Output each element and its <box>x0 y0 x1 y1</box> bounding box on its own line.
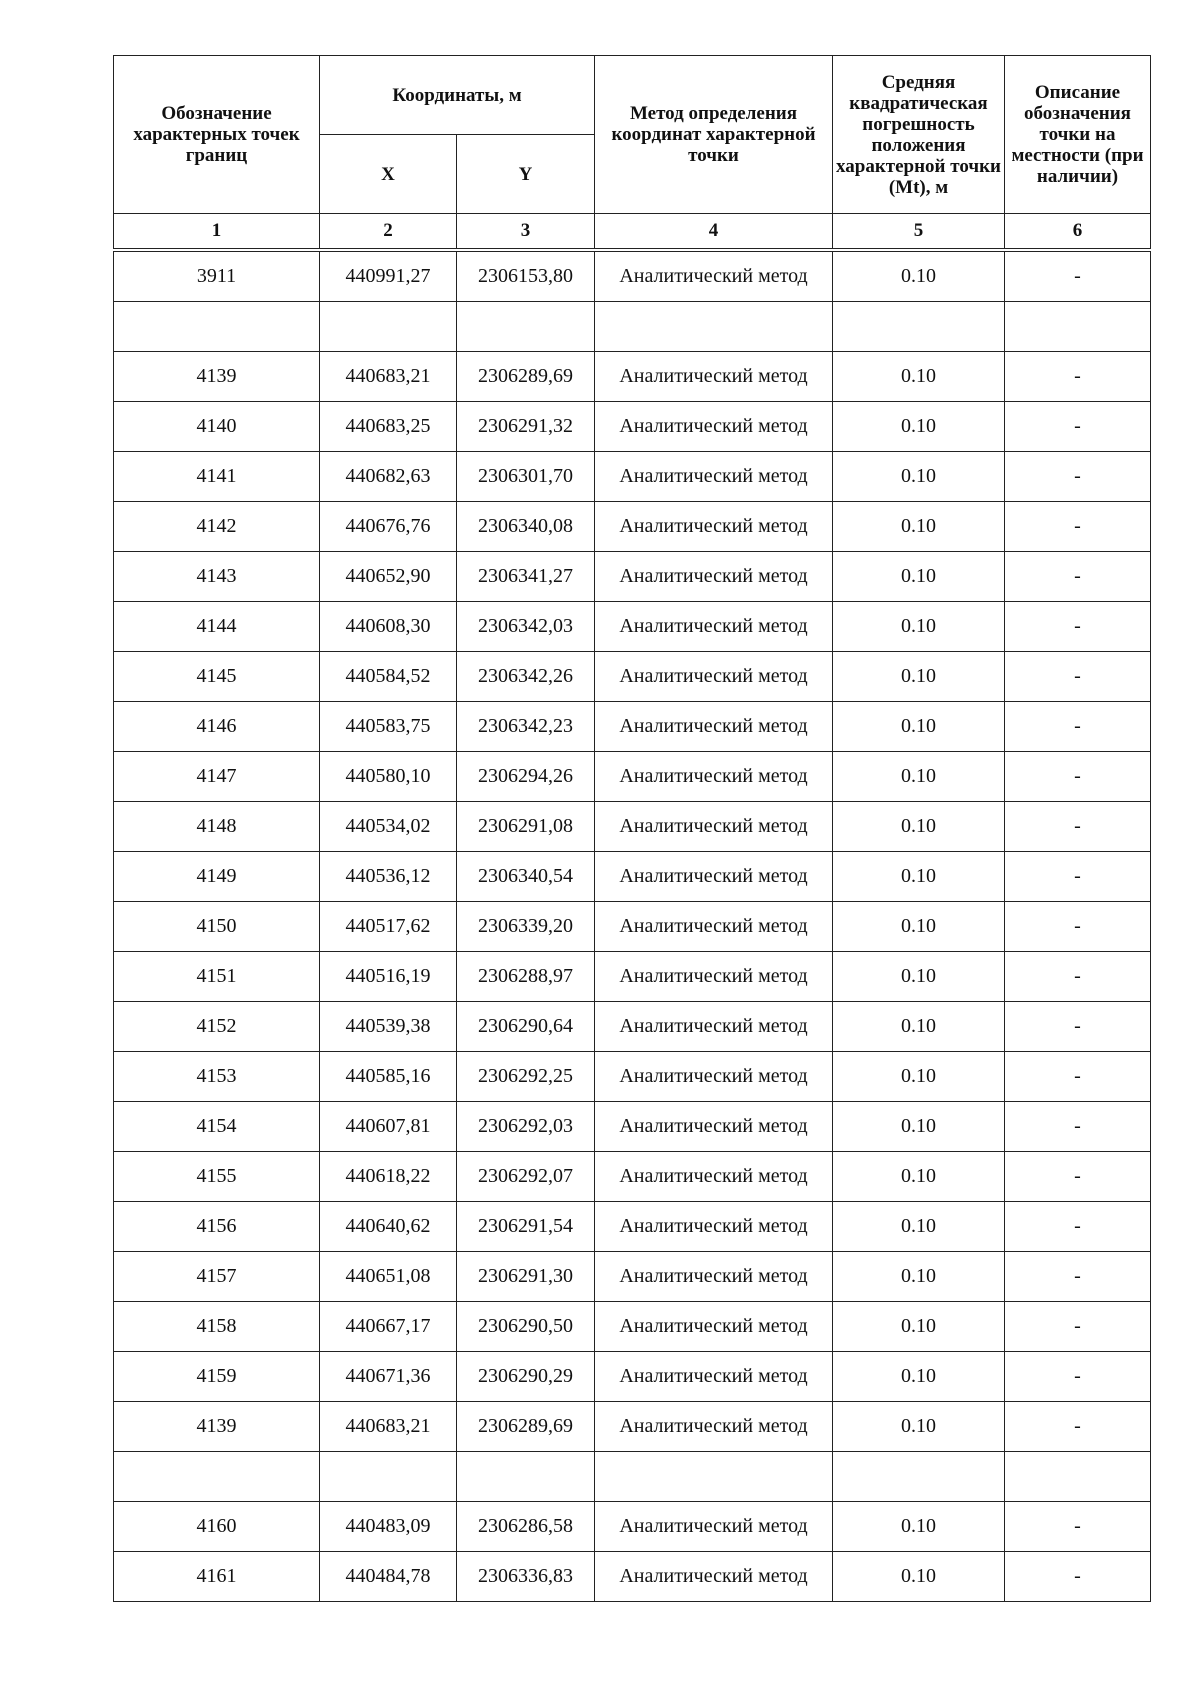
description-cell: - <box>1005 352 1151 402</box>
table-row <box>114 452 1151 502</box>
x-cell: 440651,08 <box>320 1252 457 1302</box>
method-cell: Аналитический метод <box>595 752 833 802</box>
table-row <box>114 1402 1151 1452</box>
point-cell: 4150 <box>114 902 320 952</box>
mean-error-cell: 0.10 <box>833 752 1005 802</box>
x-cell: 440991,27 <box>320 252 457 302</box>
description-cell: - <box>1005 1302 1151 1352</box>
header-coordinates: Координаты, м <box>320 56 595 135</box>
table-row <box>114 302 1151 352</box>
x-cell: 440667,17 <box>320 1302 457 1352</box>
mean-error-cell: 0.10 <box>833 702 1005 752</box>
x-cell: 440652,90 <box>320 552 457 602</box>
description-cell: - <box>1005 502 1151 552</box>
column-numbers-row <box>114 214 1151 249</box>
table-row <box>114 802 1151 852</box>
mean-error-cell: 0.10 <box>833 452 1005 502</box>
method-cell: Аналитический метод <box>595 1402 833 1452</box>
description-cell: - <box>1005 852 1151 902</box>
point-cell: 4149 <box>114 852 320 902</box>
table-row <box>114 1152 1151 1202</box>
y-cell: 2306291,30 <box>457 1252 595 1302</box>
mean-error-cell: 0.10 <box>833 1252 1005 1302</box>
mean-error-cell: 0.10 <box>833 1302 1005 1352</box>
method-cell: Аналитический метод <box>595 552 833 602</box>
x-cell: 440676,76 <box>320 502 457 552</box>
description-cell: - <box>1005 452 1151 502</box>
method-cell: Аналитический метод <box>595 602 833 652</box>
mean-error-cell: 0.10 <box>833 1502 1005 1552</box>
mean-error-cell: 0.10 <box>833 1352 1005 1402</box>
header-point-designation: Обозначение характерных точек границ <box>114 56 320 214</box>
y-cell: 2306153,80 <box>457 252 595 302</box>
method-cell: Аналитический метод <box>595 702 833 752</box>
point-cell: 4140 <box>114 402 320 452</box>
table-row <box>114 1302 1151 1352</box>
y-cell: 2306286,58 <box>457 1502 595 1552</box>
table-row <box>114 1002 1151 1052</box>
y-cell: 2306291,08 <box>457 802 595 852</box>
table-row <box>114 1452 1151 1502</box>
method-cell: Аналитический метод <box>595 852 833 902</box>
description-cell: - <box>1005 1152 1151 1202</box>
column-number: 3 <box>457 214 595 249</box>
method-cell: Аналитический метод <box>595 502 833 552</box>
mean-error-cell: 0.10 <box>833 652 1005 702</box>
description-cell: - <box>1005 1502 1151 1552</box>
mean-error-cell: 0.10 <box>833 1002 1005 1052</box>
description-cell: - <box>1005 652 1151 702</box>
y-cell: 2306290,50 <box>457 1302 595 1352</box>
x-cell <box>320 1452 457 1502</box>
x-cell: 440671,36 <box>320 1352 457 1402</box>
method-cell: Аналитический метод <box>595 402 833 452</box>
x-cell: 440683,21 <box>320 352 457 402</box>
point-cell: 4159 <box>114 1352 320 1402</box>
y-cell: 2306341,27 <box>457 552 595 602</box>
header-method: Метод определения координат характерной точки <box>595 56 833 214</box>
table-row <box>114 1552 1151 1602</box>
description-cell: - <box>1005 902 1151 952</box>
mean-error-cell <box>833 302 1005 352</box>
coordinates-table <box>113 55 1151 1602</box>
description-cell: - <box>1005 702 1151 752</box>
table-row <box>114 402 1151 452</box>
y-cell: 2306292,07 <box>457 1152 595 1202</box>
x-cell: 440517,62 <box>320 902 457 952</box>
method-cell: Аналитический метод <box>595 1152 833 1202</box>
table-row <box>114 1202 1151 1252</box>
header-mean-error: Средняя квадратическая погрешность положения характерной точки (Mt), м <box>833 56 1005 214</box>
mean-error-cell: 0.10 <box>833 1402 1005 1452</box>
header-y: Y <box>457 135 595 214</box>
y-cell: 2306342,26 <box>457 652 595 702</box>
point-cell: 4153 <box>114 1052 320 1102</box>
mean-error-cell: 0.10 <box>833 402 1005 452</box>
mean-error-cell: 0.10 <box>833 552 1005 602</box>
y-cell: 2306291,32 <box>457 402 595 452</box>
method-cell: Аналитический метод <box>595 1552 833 1602</box>
column-number: 1 <box>114 214 320 249</box>
method-cell: Аналитический метод <box>595 952 833 1002</box>
x-cell: 440536,12 <box>320 852 457 902</box>
y-cell <box>457 302 595 352</box>
mean-error-cell: 0.10 <box>833 602 1005 652</box>
point-cell: 4152 <box>114 1002 320 1052</box>
table-row <box>114 252 1151 302</box>
method-cell <box>595 302 833 352</box>
method-cell: Аналитический метод <box>595 652 833 702</box>
point-cell: 4146 <box>114 702 320 752</box>
table-row <box>114 952 1151 1002</box>
column-number: 2 <box>320 214 457 249</box>
y-cell: 2306340,08 <box>457 502 595 552</box>
document-page <box>113 55 1150 1602</box>
y-cell: 2306342,03 <box>457 602 595 652</box>
x-cell: 440483,09 <box>320 1502 457 1552</box>
method-cell: Аналитический метод <box>595 452 833 502</box>
point-cell: 4141 <box>114 452 320 502</box>
table-row <box>114 1052 1151 1102</box>
description-cell: - <box>1005 1052 1151 1102</box>
description-cell: - <box>1005 752 1151 802</box>
y-cell: 2306292,03 <box>457 1102 595 1152</box>
point-cell: 4144 <box>114 602 320 652</box>
x-cell: 440608,30 <box>320 602 457 652</box>
method-cell: Аналитический метод <box>595 1252 833 1302</box>
table-row <box>114 502 1151 552</box>
description-cell: - <box>1005 802 1151 852</box>
method-cell: Аналитический метод <box>595 902 833 952</box>
x-cell: 440584,52 <box>320 652 457 702</box>
x-cell: 440682,63 <box>320 452 457 502</box>
y-cell: 2306342,23 <box>457 702 595 752</box>
description-cell: - <box>1005 1002 1151 1052</box>
method-cell: Аналитический метод <box>595 352 833 402</box>
mean-error-cell: 0.10 <box>833 352 1005 402</box>
header-description: Описание обозначения точки на местности (при наличии) <box>1005 56 1151 214</box>
mean-error-cell <box>833 1452 1005 1502</box>
point-cell: 4147 <box>114 752 320 802</box>
mean-error-cell: 0.10 <box>833 952 1005 1002</box>
table-row <box>114 552 1151 602</box>
method-cell: Аналитический метод <box>595 1352 833 1402</box>
point-cell: 4155 <box>114 1152 320 1202</box>
x-cell <box>320 302 457 352</box>
y-cell: 2306339,20 <box>457 902 595 952</box>
table-row <box>114 1252 1151 1302</box>
method-cell: Аналитический метод <box>595 802 833 852</box>
y-cell: 2306290,64 <box>457 1002 595 1052</box>
x-cell: 440484,78 <box>320 1552 457 1602</box>
table-row <box>114 702 1151 752</box>
column-number: 6 <box>1005 214 1151 249</box>
point-cell <box>114 1452 320 1502</box>
x-cell: 440640,62 <box>320 1202 457 1252</box>
description-cell: - <box>1005 1102 1151 1152</box>
y-cell: 2306340,54 <box>457 852 595 902</box>
description-cell: - <box>1005 552 1151 602</box>
point-cell: 4142 <box>114 502 320 552</box>
table-row <box>114 1502 1151 1552</box>
x-cell: 440618,22 <box>320 1152 457 1202</box>
y-cell <box>457 1452 595 1502</box>
x-cell: 440539,38 <box>320 1002 457 1052</box>
x-cell: 440583,75 <box>320 702 457 752</box>
method-cell: Аналитический метод <box>595 1002 833 1052</box>
table-row <box>114 352 1151 402</box>
column-number: 4 <box>595 214 833 249</box>
x-cell: 440607,81 <box>320 1102 457 1152</box>
x-cell: 440534,02 <box>320 802 457 852</box>
description-cell: - <box>1005 402 1151 452</box>
description-cell: - <box>1005 1352 1151 1402</box>
description-cell: - <box>1005 1552 1151 1602</box>
table-row <box>114 852 1151 902</box>
table-row <box>114 752 1151 802</box>
x-cell: 440585,16 <box>320 1052 457 1102</box>
table-row <box>114 1352 1151 1402</box>
point-cell: 4154 <box>114 1102 320 1152</box>
description-cell: - <box>1005 1252 1151 1302</box>
table-row <box>114 652 1151 702</box>
mean-error-cell: 0.10 <box>833 1052 1005 1102</box>
mean-error-cell: 0.10 <box>833 1202 1005 1252</box>
mean-error-cell: 0.10 <box>833 902 1005 952</box>
column-number: 5 <box>833 214 1005 249</box>
point-cell: 4143 <box>114 552 320 602</box>
y-cell: 2306290,29 <box>457 1352 595 1402</box>
x-cell: 440516,19 <box>320 952 457 1002</box>
description-cell: - <box>1005 952 1151 1002</box>
method-cell: Аналитический метод <box>595 252 833 302</box>
mean-error-cell: 0.10 <box>833 802 1005 852</box>
y-cell: 2306292,25 <box>457 1052 595 1102</box>
y-cell: 2306289,69 <box>457 352 595 402</box>
mean-error-cell: 0.10 <box>833 1152 1005 1202</box>
y-cell: 2306294,26 <box>457 752 595 802</box>
point-cell: 4139 <box>114 352 320 402</box>
y-cell: 2306336,83 <box>457 1552 595 1602</box>
mean-error-cell: 0.10 <box>833 852 1005 902</box>
method-cell: Аналитический метод <box>595 1502 833 1552</box>
description-cell: - <box>1005 1402 1151 1452</box>
point-cell: 3911 <box>114 252 320 302</box>
table-row <box>114 1102 1151 1152</box>
description-cell <box>1005 1452 1151 1502</box>
y-cell: 2306291,54 <box>457 1202 595 1252</box>
point-cell: 4157 <box>114 1252 320 1302</box>
method-cell: Аналитический метод <box>595 1102 833 1152</box>
description-cell: - <box>1005 252 1151 302</box>
method-cell: Аналитический метод <box>595 1202 833 1252</box>
description-cell: - <box>1005 1202 1151 1252</box>
x-cell: 440580,10 <box>320 752 457 802</box>
mean-error-cell: 0.10 <box>833 1552 1005 1602</box>
point-cell: 4148 <box>114 802 320 852</box>
x-cell: 440683,21 <box>320 1402 457 1452</box>
point-cell: 4156 <box>114 1202 320 1252</box>
description-cell: - <box>1005 602 1151 652</box>
point-cell <box>114 302 320 352</box>
point-cell: 4158 <box>114 1302 320 1352</box>
mean-error-cell: 0.10 <box>833 252 1005 302</box>
table-body <box>114 252 1151 1602</box>
point-cell: 4151 <box>114 952 320 1002</box>
point-cell: 4145 <box>114 652 320 702</box>
table-row <box>114 902 1151 952</box>
mean-error-cell: 0.10 <box>833 1102 1005 1152</box>
mean-error-cell: 0.10 <box>833 502 1005 552</box>
point-cell: 4161 <box>114 1552 320 1602</box>
point-cell: 4139 <box>114 1402 320 1452</box>
description-cell <box>1005 302 1151 352</box>
method-cell: Аналитический метод <box>595 1302 833 1352</box>
y-cell: 2306288,97 <box>457 952 595 1002</box>
table-row <box>114 602 1151 652</box>
y-cell: 2306289,69 <box>457 1402 595 1452</box>
header-x: X <box>320 135 457 214</box>
method-cell: Аналитический метод <box>595 1052 833 1102</box>
method-cell <box>595 1452 833 1502</box>
point-cell: 4160 <box>114 1502 320 1552</box>
x-cell: 440683,25 <box>320 402 457 452</box>
y-cell: 2306301,70 <box>457 452 595 502</box>
